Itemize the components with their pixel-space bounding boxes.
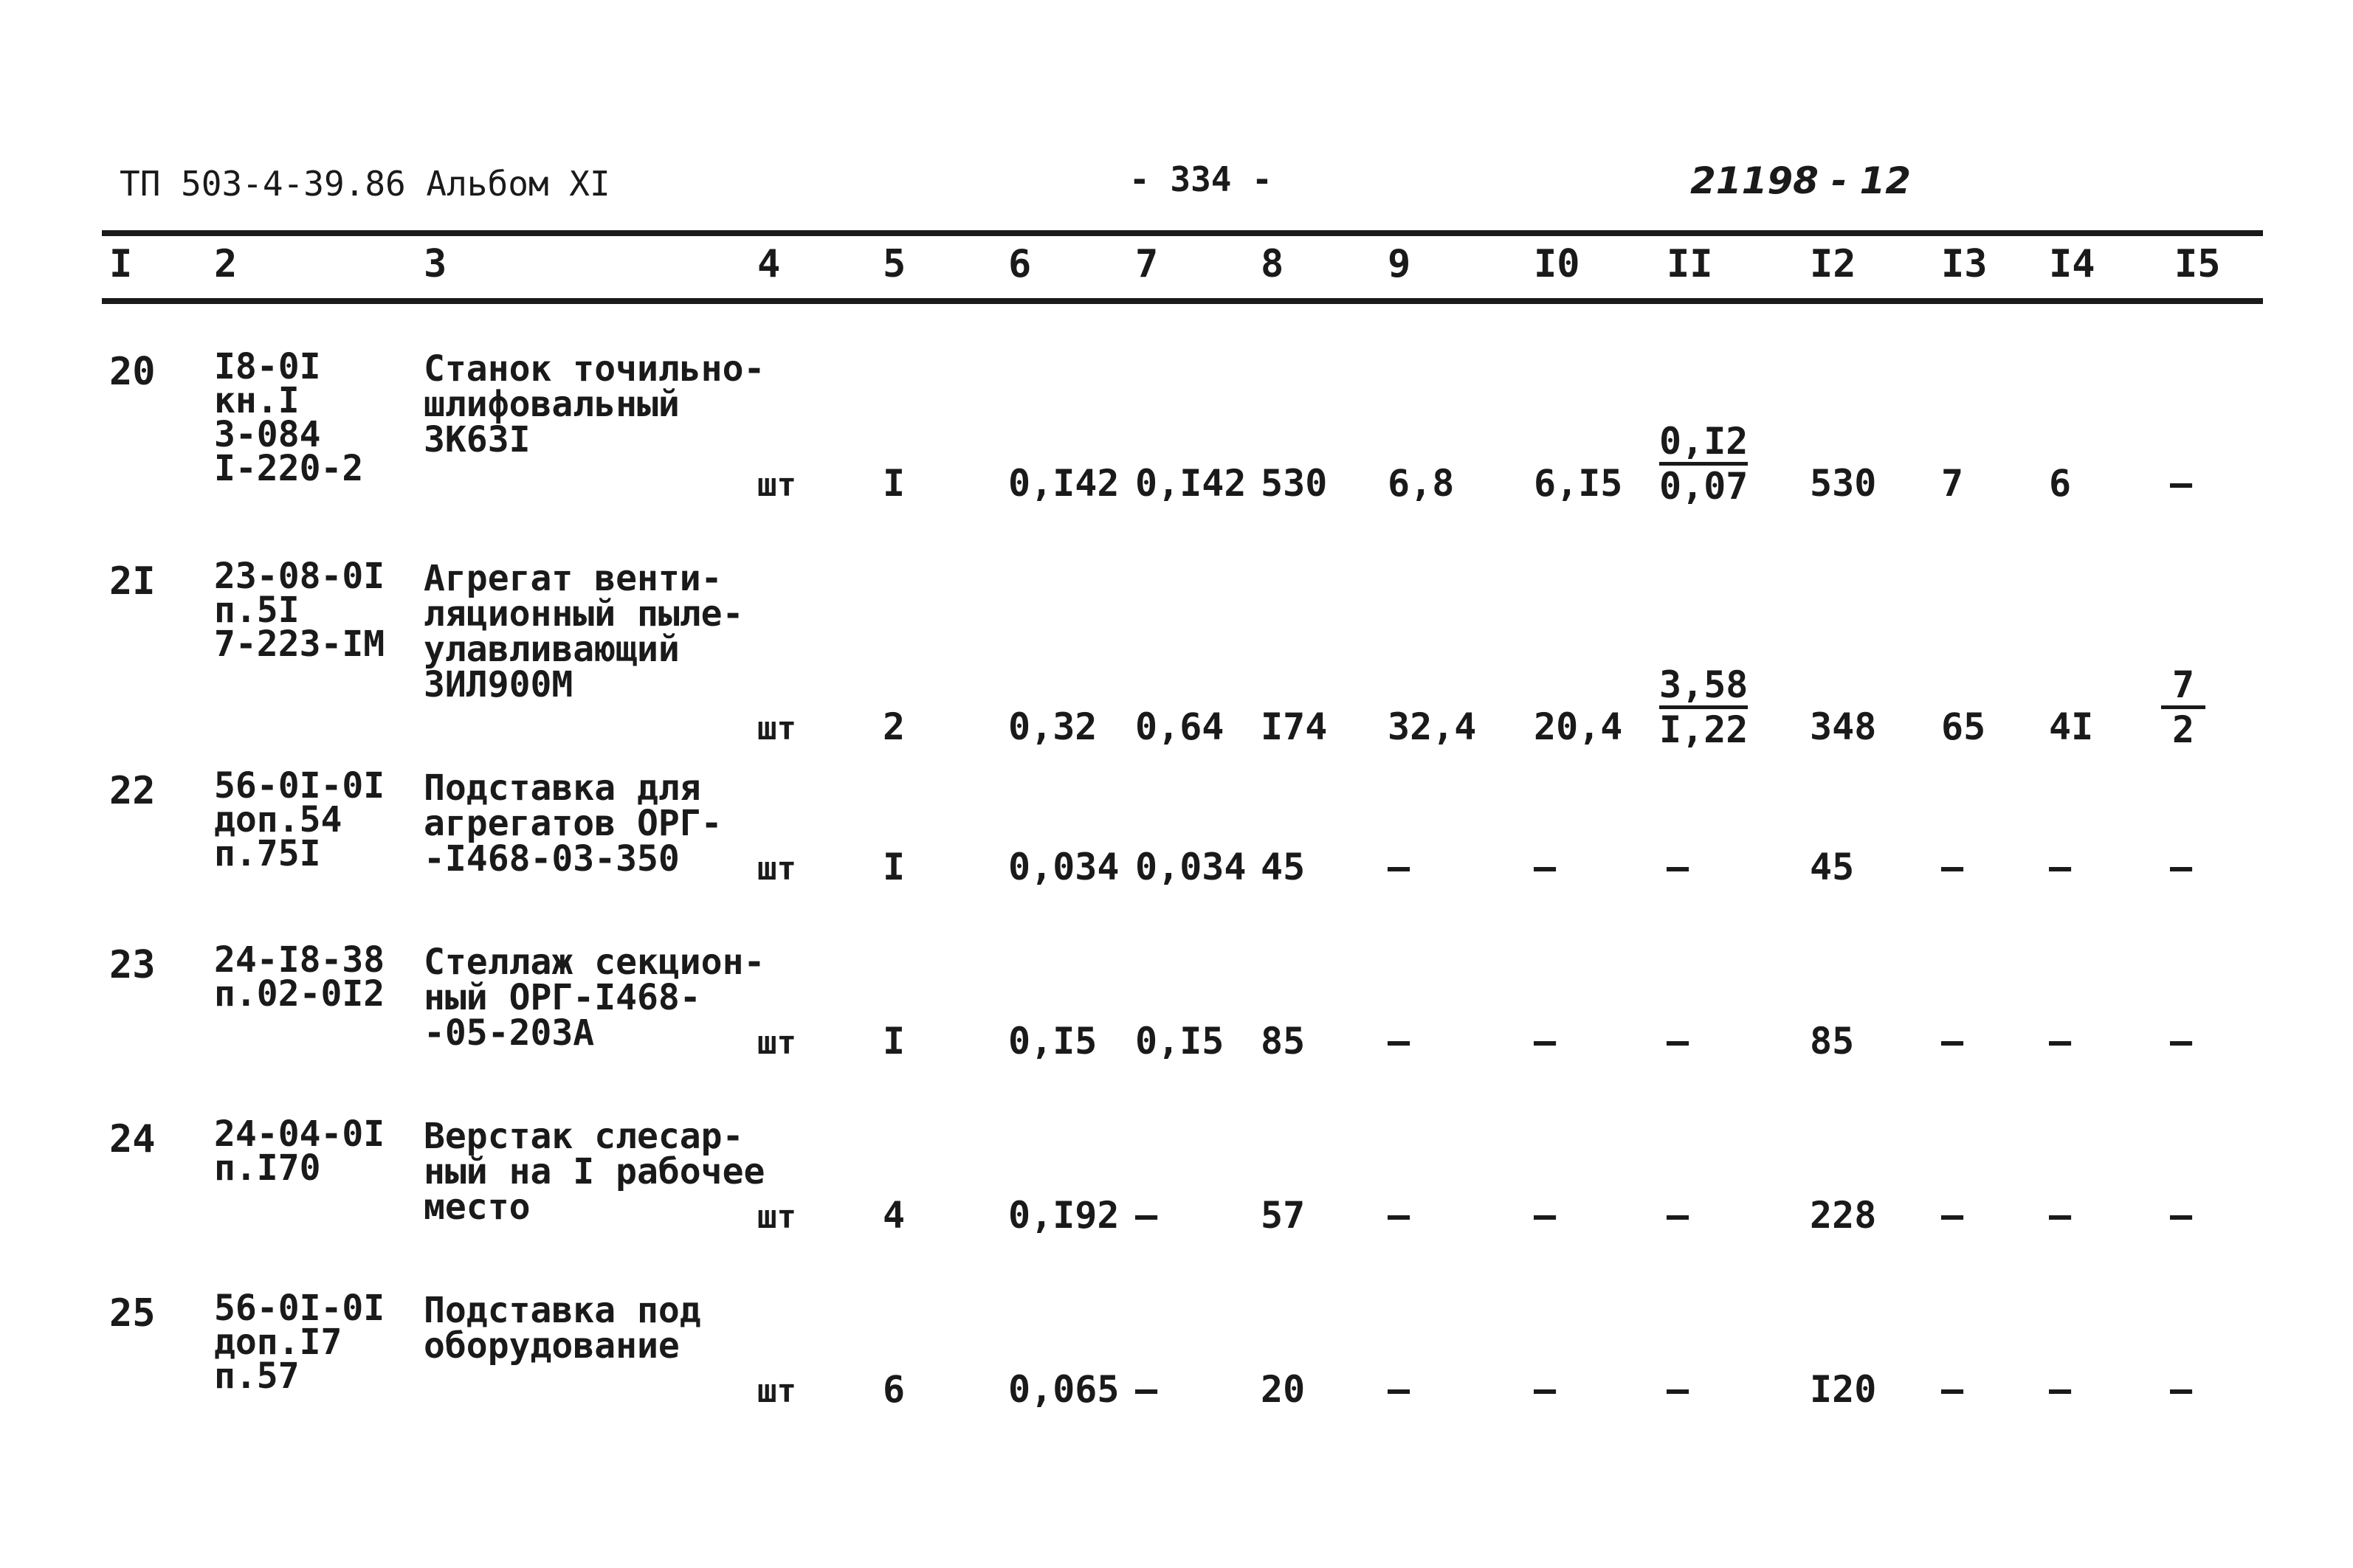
cell-col11: – [1667, 1020, 1689, 1063]
cell-col7: 0,64 [1135, 705, 1224, 748]
cell-col9: – [1388, 1020, 1410, 1063]
column-number: I4 [2049, 242, 2095, 286]
cell-col10: 20,4 [1534, 705, 1623, 748]
cell-col10: – [1534, 1194, 1557, 1237]
cell-col11: – [1667, 846, 1689, 888]
cell-col11: – [1667, 1194, 1689, 1237]
cell-col13: – [1941, 846, 1964, 888]
fraction-denominator: 2 [2171, 708, 2195, 751]
row-number: 23 [109, 943, 156, 987]
quantity: I [883, 846, 906, 888]
cell-col14: – [2049, 846, 2072, 888]
cell-col9: 6,8 [1388, 462, 1455, 505]
column-number: 9 [1388, 242, 1411, 286]
column-number: II [1667, 242, 1713, 286]
column-number: I0 [1534, 242, 1580, 286]
column-number: 6 [1008, 242, 1032, 286]
page-number: - 334 - [1129, 159, 1272, 199]
cell-col10: – [1534, 846, 1557, 888]
cell-col10: – [1534, 1368, 1557, 1411]
cell-col6: 0,I5 [1008, 1020, 1098, 1063]
reference-code: 24-04-0I п.I70 [214, 1113, 385, 1189]
cell-col12: 530 [1810, 462, 1877, 505]
cell-col11 [1659, 421, 1748, 508]
cell-col6: 0,I92 [1008, 1194, 1120, 1237]
fraction-numerator: 3,58 [1659, 664, 1748, 709]
cell-col13: – [1941, 1194, 1964, 1237]
fraction-numerator: 0,I2 [1659, 421, 1748, 466]
cell-col13: 7 [1941, 462, 1964, 505]
reference-code: 56-0I-0I доп.54 п.75I [214, 765, 385, 874]
column-number: 2 [214, 242, 238, 286]
column-number: I [109, 242, 133, 286]
cell-col14: 6 [2049, 462, 2072, 505]
row-number: 22 [109, 769, 156, 813]
cell-col6: 0,034 [1008, 846, 1120, 888]
album-title: ТП 503-4-39.86 Альбом XI [120, 164, 610, 204]
row-number: 25 [109, 1291, 156, 1336]
cell-col8: 20 [1261, 1368, 1306, 1411]
item-name: Станок точильно- шлифовальный 3К63I [424, 348, 765, 460]
cell-col15 [2161, 664, 2205, 751]
row-number: 20 [109, 350, 156, 394]
cell-col12: I20 [1810, 1368, 1877, 1411]
cell-col8: 57 [1261, 1194, 1306, 1237]
column-number: I2 [1810, 242, 1856, 286]
unit-of-measure: шт [757, 1198, 796, 1236]
quantity: I [883, 462, 906, 505]
cell-col6: 0,I42 [1008, 462, 1120, 505]
cell-col7: 0,I42 [1135, 462, 1247, 505]
unit-of-measure: шт [757, 1024, 796, 1062]
reference-code: I8-0I кн.I 3-084 I-220-2 [214, 346, 364, 489]
column-number: I3 [1941, 242, 1988, 286]
cell-col6: 0,32 [1008, 705, 1098, 748]
reference-code: 24-I8-38 п.02-0I2 [214, 939, 385, 1015]
document-code: 21198 - 12 [1690, 159, 1912, 202]
item-name: Подставка под оборудование [424, 1290, 701, 1367]
cell-col9: – [1388, 1194, 1410, 1237]
quantity: 4 [883, 1194, 906, 1237]
cell-col13: – [1941, 1368, 1964, 1411]
cell-col8: 45 [1261, 846, 1306, 888]
cell-col11: – [1667, 1368, 1689, 1411]
cell-col14: – [2049, 1194, 2072, 1237]
cell-col15: – [2170, 1194, 2193, 1237]
fraction-denominator: 0,07 [1659, 465, 1749, 508]
header-rule-bottom [102, 298, 2263, 304]
cell-col15: – [2170, 1368, 2193, 1411]
reference-code: 56-0I-0I доп.I7 п.57 [214, 1288, 385, 1397]
cell-col12: 348 [1810, 705, 1877, 748]
quantity: I [883, 1020, 906, 1063]
cell-col9: – [1388, 1368, 1410, 1411]
cell-col7: 0,034 [1135, 846, 1247, 888]
cell-col12: 85 [1810, 1020, 1855, 1063]
cell-col11 [1659, 664, 1748, 751]
cell-col8: 85 [1261, 1020, 1306, 1063]
cell-col8: 530 [1261, 462, 1328, 505]
cell-col14: – [2049, 1020, 2072, 1063]
cell-col7: 0,I5 [1135, 1020, 1224, 1063]
row-number: 24 [109, 1117, 156, 1161]
column-number: 4 [757, 242, 781, 286]
cell-col12: 45 [1810, 846, 1855, 888]
cell-col10: – [1534, 1020, 1557, 1063]
cell-col14: – [2049, 1368, 2072, 1411]
unit-of-measure: шт [757, 850, 796, 888]
quantity: 2 [883, 705, 906, 748]
cell-col13: 65 [1941, 705, 1986, 748]
fraction-denominator: I,22 [1659, 708, 1749, 751]
cell-col15: – [2170, 846, 2193, 888]
cell-col7: – [1135, 1194, 1158, 1237]
reference-code: 23-08-0I п.5I 7-223-IМ [214, 556, 385, 665]
cell-col8: I74 [1261, 705, 1328, 748]
cell-col15: – [2170, 462, 2193, 505]
cell-col9: – [1388, 846, 1410, 888]
cell-col14: 4I [2049, 705, 2094, 748]
column-number: 8 [1261, 242, 1284, 286]
cell-col12: 228 [1810, 1194, 1877, 1237]
cell-col7: – [1135, 1368, 1158, 1411]
cell-col9: 32,4 [1388, 705, 1477, 748]
row-number: 2I [109, 559, 156, 604]
header-rule-top [102, 230, 2263, 236]
unit-of-measure: шт [757, 1372, 796, 1410]
column-number: 7 [1135, 242, 1159, 286]
column-number: 5 [883, 242, 906, 286]
cell-col10: 6,I5 [1534, 462, 1623, 505]
fraction-numerator: 7 [2161, 664, 2205, 709]
item-name: Подставка для агрегатов ОРГ- -I468-03-350 [424, 767, 723, 880]
item-name: Верстак слесар- ный на I рабочее место [424, 1116, 765, 1228]
cell-col15: – [2170, 1020, 2193, 1063]
cell-col6: 0,065 [1008, 1368, 1120, 1411]
column-number: 3 [424, 242, 447, 286]
unit-of-measure: шт [757, 466, 796, 504]
cell-col13: – [1941, 1020, 1964, 1063]
column-number: I5 [2174, 242, 2221, 286]
item-name: Агрегат венти- ляционный пыле- улавливающий ЗИЛ900М [424, 558, 744, 705]
item-name: Стеллаж секцион- ный ОРГ-I468- -05-203А [424, 942, 765, 1054]
unit-of-measure: шт [757, 710, 796, 747]
quantity: 6 [883, 1368, 906, 1411]
